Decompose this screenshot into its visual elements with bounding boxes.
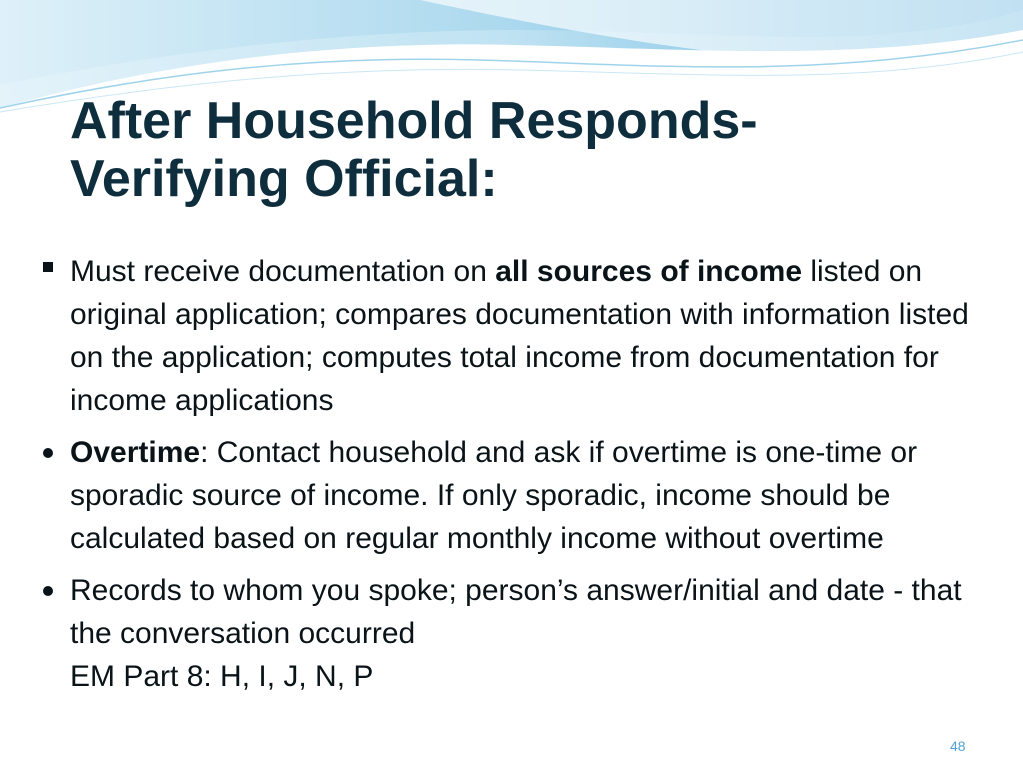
- bullet-3-reference: EM Part 8: H, I, J, N, P: [70, 660, 374, 693]
- bullet-item-records: [0, 569, 1023, 698]
- bullet-1-text-post: listed on original application; compares documentation with information listed on the application; computes total income from documentation for income applications: [70, 255, 969, 417]
- bullet-list: [0, 250, 1023, 698]
- slide-title: [70, 92, 1000, 208]
- slide-title-line-2: Verifying Official:: [70, 150, 498, 208]
- bullet-item-documentation: [0, 250, 1023, 422]
- bullet-1-text-bold: all sources of income: [495, 255, 803, 288]
- bullet-3-text: Records to whom you spoke; person’s answer/initial and date - that the conversation occurred: [70, 574, 962, 650]
- bullet-item-overtime: [0, 431, 1023, 560]
- bullet-2-text-post: : Contact household and ask if overtime is one-time or sporadic source of income. If only sporadic, income should be calculated based on regular monthly income without overtime: [70, 436, 918, 555]
- bullet-1-text-pre: Must receive documentation on: [70, 255, 496, 288]
- square-bullet-icon: [40, 250, 60, 293]
- slide-title-line-1: After Household Responds-: [70, 92, 758, 150]
- dot-bullet-icon: [40, 431, 60, 474]
- bullet-2-text-bold: Overtime: [70, 436, 201, 469]
- page-number: 48: [950, 738, 966, 754]
- dot-bullet-icon: [40, 569, 60, 612]
